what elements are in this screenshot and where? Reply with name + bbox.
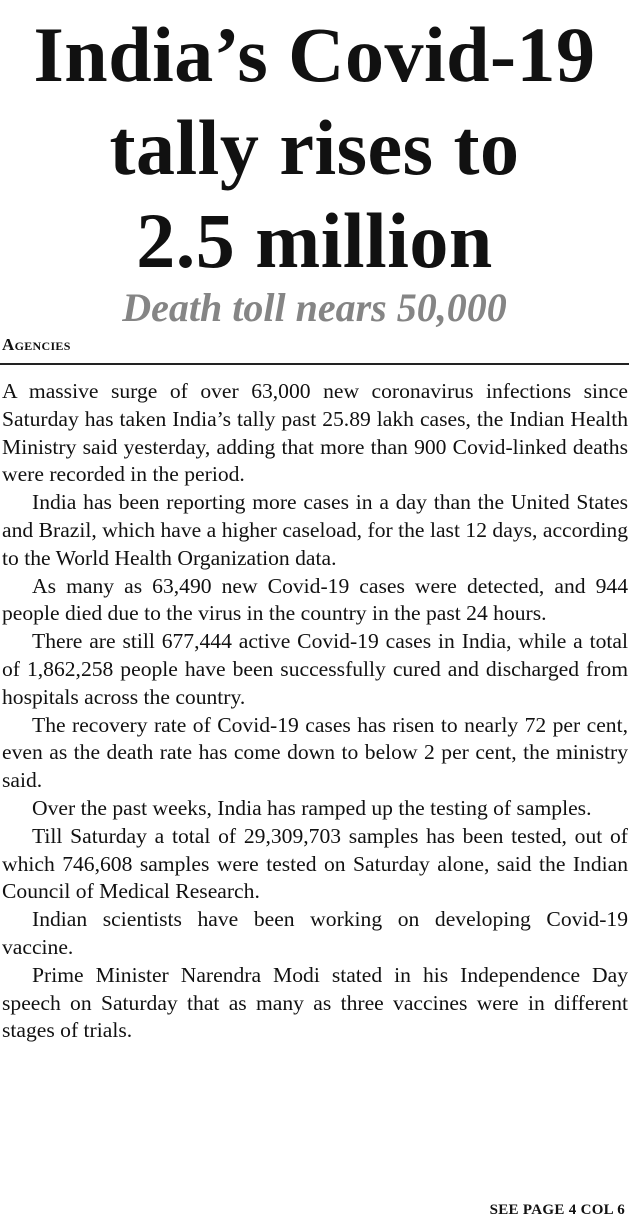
paragraph: Over the past weeks, India has ramped up the testing of samples. bbox=[32, 795, 592, 820]
subheadline: Death toll nears 50,000 bbox=[122, 285, 507, 330]
headline bbox=[0, 0, 629, 287]
paragraph: India has been reporting more cases in a day than the United States and Brazil, which have a higher caseload, for the last 12 days, according to the World Health Organization data. bbox=[2, 490, 628, 570]
paragraph: Indian scientists have been working on developing Covid-19 vaccine. bbox=[2, 907, 628, 959]
byline: Agencies bbox=[2, 335, 71, 354]
headline-line-1: India’s Covid-19 bbox=[33, 11, 596, 98]
paragraph: The recovery rate of Covid-19 cases has risen to nearly 72 per cent, even as the death rate has come down to below 2 per cent, the ministry said. bbox=[2, 712, 628, 793]
paragraph: Prime Minister Narendra Modi stated in his Independence Day speech on Saturday that as many as three vaccines were in different stages of trials. bbox=[2, 962, 628, 1043]
jump-line: SEE PAGE 4 COL 6 bbox=[489, 1202, 625, 1218]
paragraph: There are still 677,444 active Covid-19 cases in India, while a total of 1,862,258 people have been successfully cured and discharged from hospitals across the country. bbox=[2, 629, 628, 709]
paragraph: As many as 63,490 new Covid-19 cases were detected, and 944 people died due to the virus in the country in the past 24 hours. bbox=[2, 573, 628, 626]
headline-line-2: tally rises to bbox=[109, 104, 520, 191]
byline-divider bbox=[0, 363, 629, 365]
article-body bbox=[0, 378, 629, 1045]
paragraph: Till Saturday a total of 29,309,703 samples has been tested, out of which 746,608 samples were tested on Saturday alone, said the Indian Council of Medical Research. bbox=[2, 823, 628, 904]
paragraph: A massive surge of over 63,000 new coronavirus infections since Saturday has taken India’s tally past 25.89 lakh cases, the Indian Health Ministry said yesterday, adding that more than 900 Covid-linked deaths were recorded in the period. bbox=[2, 379, 628, 487]
headline-line-3: 2.5 million bbox=[136, 197, 493, 284]
